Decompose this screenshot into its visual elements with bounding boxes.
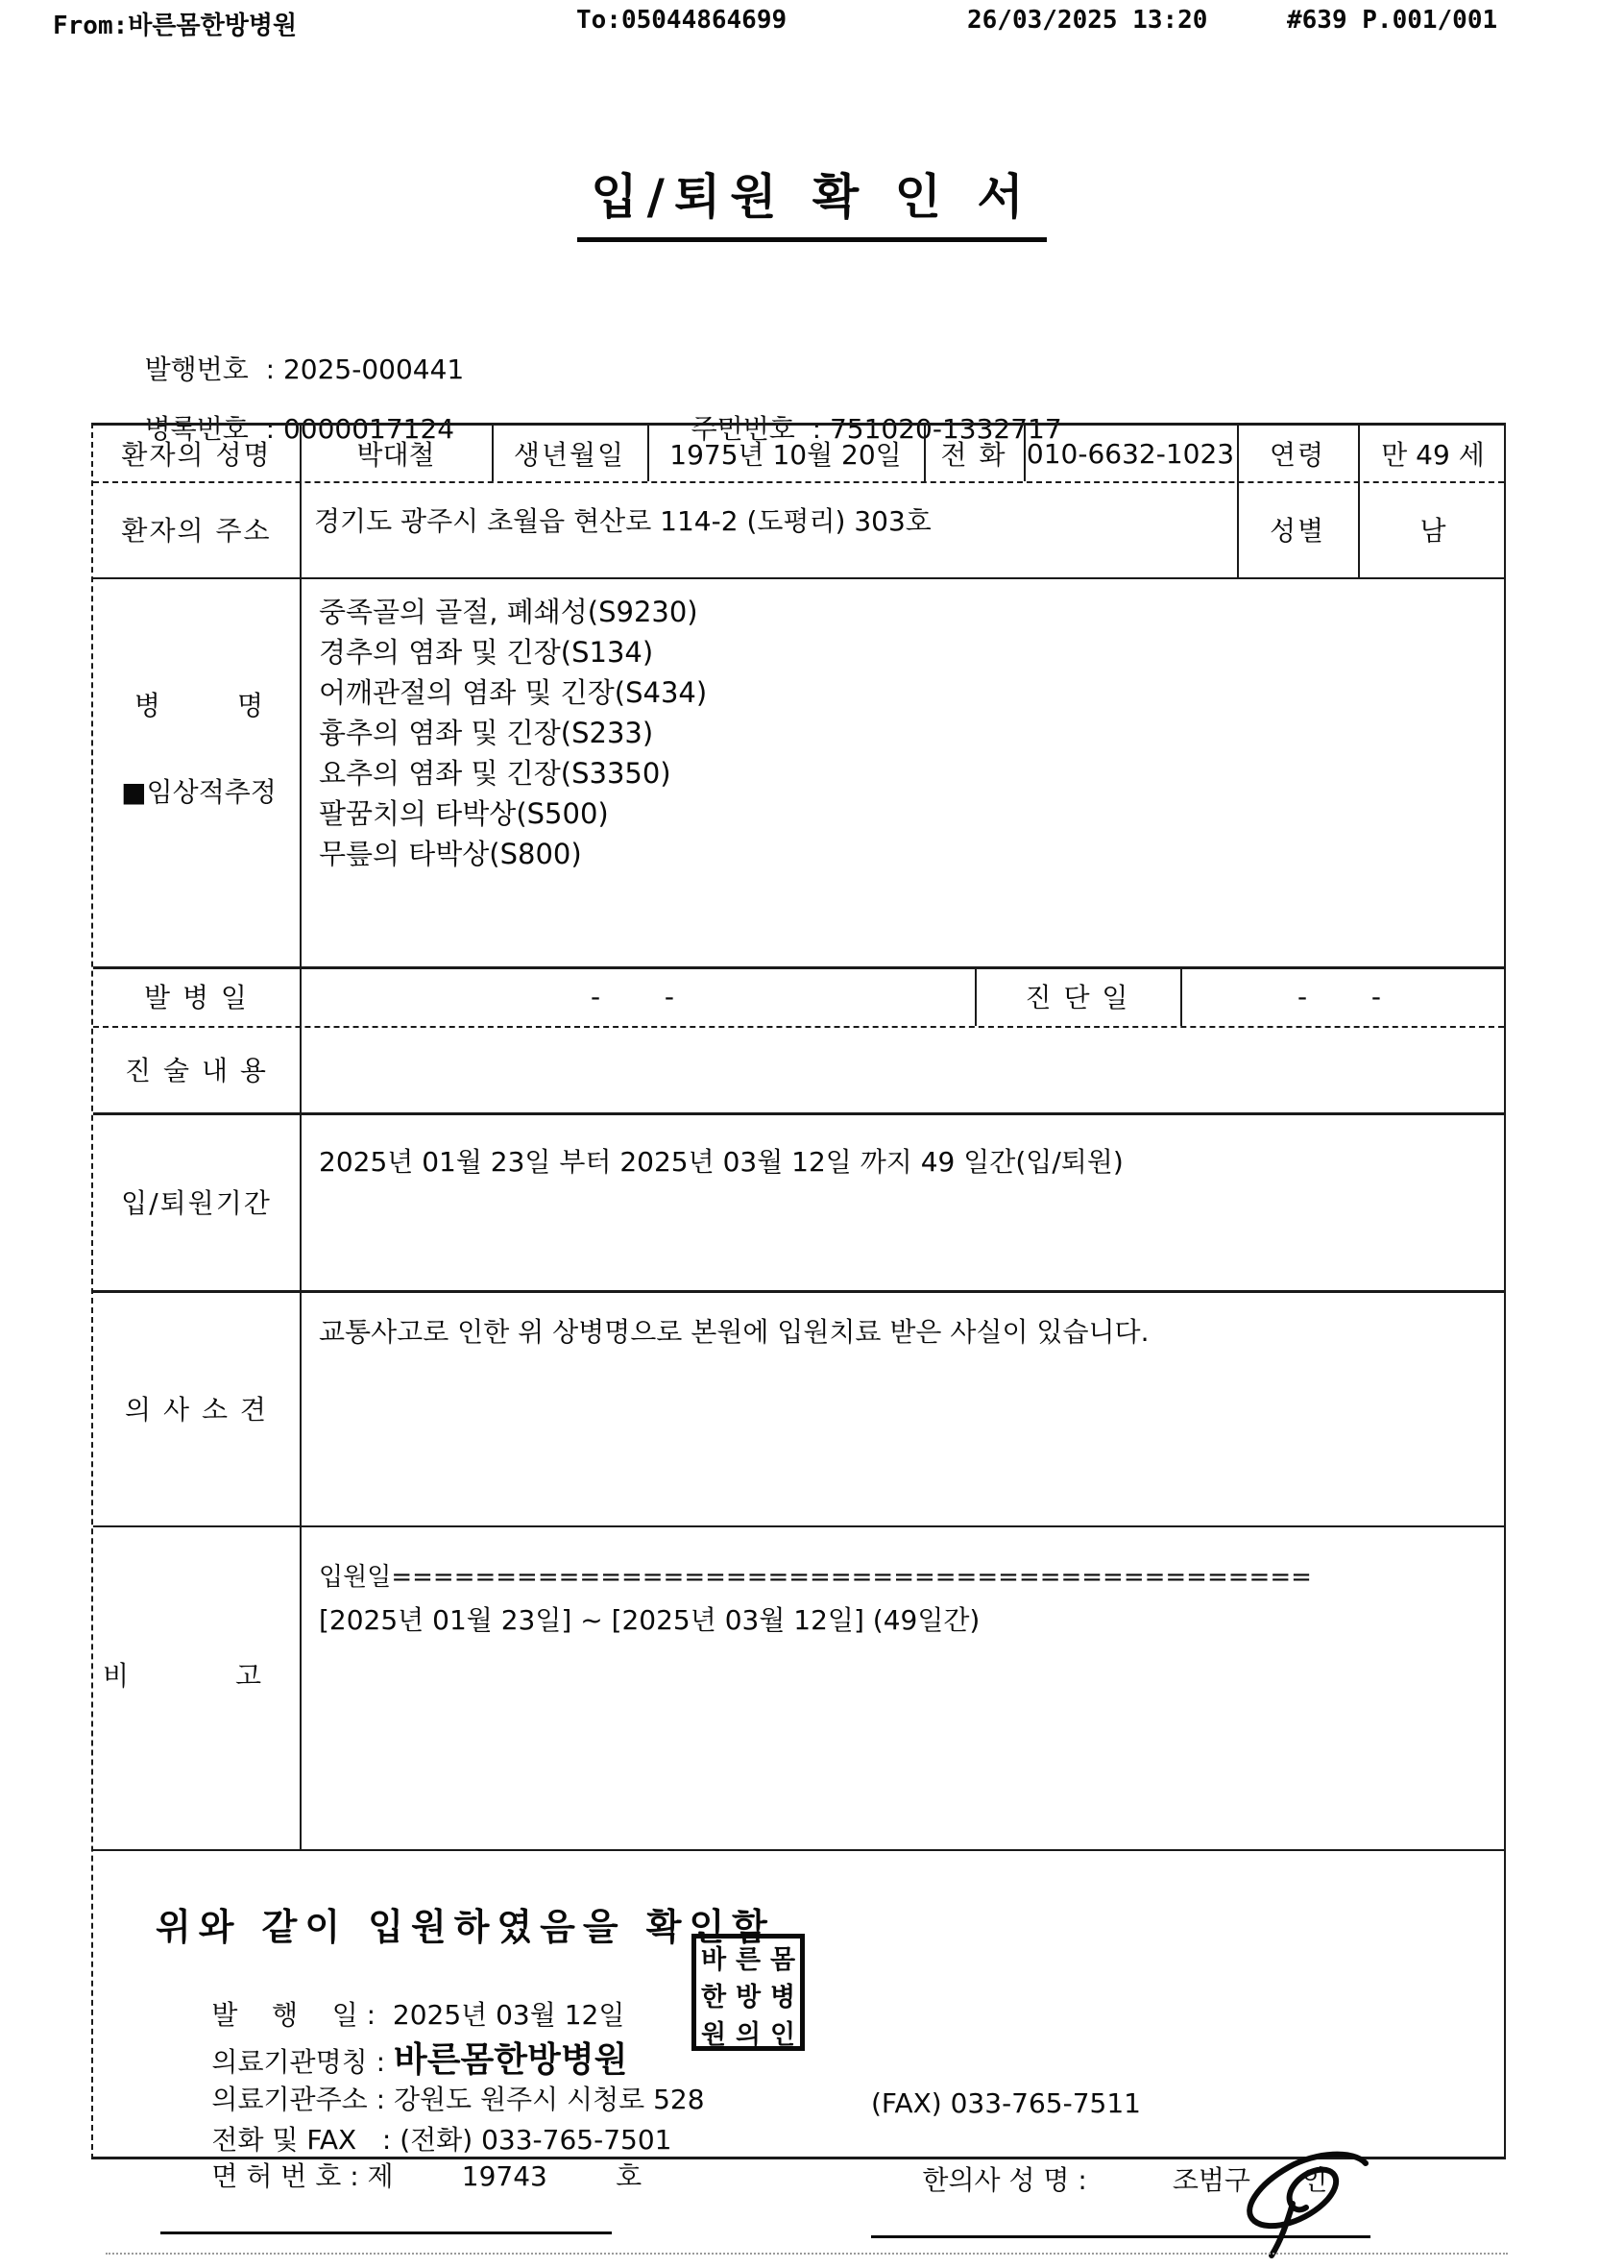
stamp-char: 의 bbox=[735, 2020, 762, 2050]
scan-noise-line bbox=[106, 2253, 1508, 2255]
license-line bbox=[160, 2124, 642, 2234]
org-name-value: 바른몸한방병원 bbox=[393, 2040, 628, 2080]
onset-value: - - bbox=[591, 980, 684, 1012]
license-label: 면 허 번 호 : bbox=[211, 2160, 359, 2192]
row-divider bbox=[93, 1525, 1504, 1527]
stamp-char: 한 bbox=[700, 1983, 727, 2012]
remarks-line1: 입원일============================================ bbox=[319, 1563, 1312, 1592]
form-table bbox=[91, 423, 1506, 2196]
issue-number-value: 2025-000441 bbox=[282, 354, 465, 385]
period-label: 입/퇴원기간 bbox=[121, 1186, 272, 1219]
tel-value: (전화) 033-765-7501 bbox=[400, 2124, 672, 2156]
resident-number-label: 주민번호 : bbox=[691, 413, 822, 445]
age-label: 연령 bbox=[1269, 439, 1326, 471]
page-title: 입/퇴원 확 인 서 bbox=[577, 159, 1046, 242]
onset-label: 발 병 일 bbox=[144, 982, 249, 1013]
stamp-char: 인 bbox=[769, 2020, 796, 2050]
issue-date-label: 발 행 일 : bbox=[211, 1999, 376, 2031]
org-name-label: 의료기관명칭 : bbox=[211, 2046, 386, 2078]
label-column-divider bbox=[300, 426, 302, 1849]
confirmation-heading: 위와 같이 입원하였음을 확인함 bbox=[156, 1906, 775, 1948]
phone-value: 010-6632-1023 bbox=[1026, 437, 1235, 470]
doctor-name: 조범구 bbox=[1172, 2164, 1250, 2196]
record-number-value: 0000017124 bbox=[282, 413, 455, 445]
tel-fax-label: 전화 및 FAX : bbox=[211, 2124, 392, 2156]
fax-to: To:05044864699 bbox=[576, 6, 788, 35]
gender-label: 성별 bbox=[1269, 515, 1326, 547]
period-value: 2025년 01월 23일 부터 2025년 03월 12일 까지 49 일간(입/퇴원) bbox=[319, 1146, 1124, 1178]
resident-number-value: 751020-1332717 bbox=[829, 413, 1062, 445]
phone-label: 전 화 bbox=[940, 439, 1007, 471]
disease-item: 요추의 염좌 및 긴장(S3350) bbox=[319, 757, 671, 790]
gender-value: 남 bbox=[1419, 515, 1446, 547]
fax-page-counter: #639 P.001/001 bbox=[1287, 6, 1498, 35]
title-wrap bbox=[0, 159, 1624, 242]
row-divider bbox=[93, 1112, 1504, 1115]
opinion-label: 의 사 소 견 bbox=[125, 1393, 268, 1426]
clinical-estimate-label: ■임상적추정 bbox=[121, 776, 277, 808]
disease-item: 어깨관절의 염좌 및 긴장(S434) bbox=[319, 676, 708, 709]
fax-from: From:바른몸한방병원 bbox=[53, 12, 298, 40]
stamp-char: 방 bbox=[735, 1983, 762, 2012]
stamp-char: 병 bbox=[769, 1983, 796, 2012]
statement-label: 진 술 내 용 bbox=[125, 1055, 268, 1086]
org-addr-value: 강원도 원주시 시청로 528 bbox=[393, 2084, 705, 2115]
remarks-line2: [2025년 01월 23일] ~ [2025년 03월 12일] (49일간) bbox=[319, 1604, 981, 1636]
issue-date-value: 2025년 03월 12일 bbox=[392, 1999, 625, 2031]
disease-item: 경추의 염좌 및 긴장(S134) bbox=[319, 636, 654, 669]
hospital-stamp bbox=[691, 1934, 805, 2051]
disease-item: 중족골의 골절, 폐쇄성(S9230) bbox=[319, 596, 698, 628]
row-divider bbox=[93, 1849, 1504, 1851]
diagnosis-value: - - bbox=[1297, 980, 1391, 1012]
disease-label: 병 명 bbox=[133, 690, 264, 721]
row-divider bbox=[93, 1290, 1504, 1293]
stamp-char: 몸 bbox=[769, 1945, 796, 1975]
patient-name-label: 환자의 성명 bbox=[121, 439, 272, 471]
stamp-char: 른 bbox=[735, 1945, 762, 1975]
address-label: 환자의 주소 bbox=[121, 515, 272, 547]
birth-value: 1975년 10월 20일 bbox=[669, 439, 902, 471]
age-value: 만 49 세 bbox=[1381, 439, 1485, 471]
opinion-value: 교통사고로 인한 위 상병명으로 본원에 입원치료 받은 사실이 있습니다. bbox=[319, 1316, 1150, 1348]
issue-number-label: 발행번호 : bbox=[144, 354, 276, 385]
birth-label: 생년월일 bbox=[513, 439, 626, 471]
disease-item: 흉추의 염좌 및 긴장(S233) bbox=[319, 717, 654, 749]
record-number-label: 병록번호 : bbox=[144, 413, 276, 445]
disease-item: 팔꿈치의 타박상(S500) bbox=[319, 797, 609, 830]
patient-name-value: 박대철 bbox=[356, 439, 435, 471]
remarks-label: 비 고 bbox=[103, 1660, 264, 1692]
fax-datetime: 26/03/2025 13:20 bbox=[967, 6, 1208, 35]
address-value: 경기도 광주시 초월읍 현산로 114-2 (도평리) 303호 bbox=[314, 505, 932, 537]
doctor-signature bbox=[1200, 2142, 1383, 2262]
doctor-label: 한의사 성 명 : bbox=[922, 2164, 1087, 2196]
license-value: 제 19743 호 bbox=[367, 2160, 642, 2192]
fax-line: (FAX) 033-765-7511 bbox=[871, 2087, 1141, 2119]
stamp-char: 원 bbox=[700, 2020, 727, 2050]
diagnosis-label: 진 단 일 bbox=[1025, 982, 1130, 1013]
stamp-char: 바 bbox=[700, 1945, 727, 1975]
seal-mark: 인 bbox=[1301, 2164, 1328, 2196]
disease-item: 무릎의 타박상(S800) bbox=[319, 838, 582, 870]
org-addr-label: 의료기관주소 : bbox=[211, 2084, 386, 2115]
statement-value bbox=[314, 1026, 1505, 1112]
